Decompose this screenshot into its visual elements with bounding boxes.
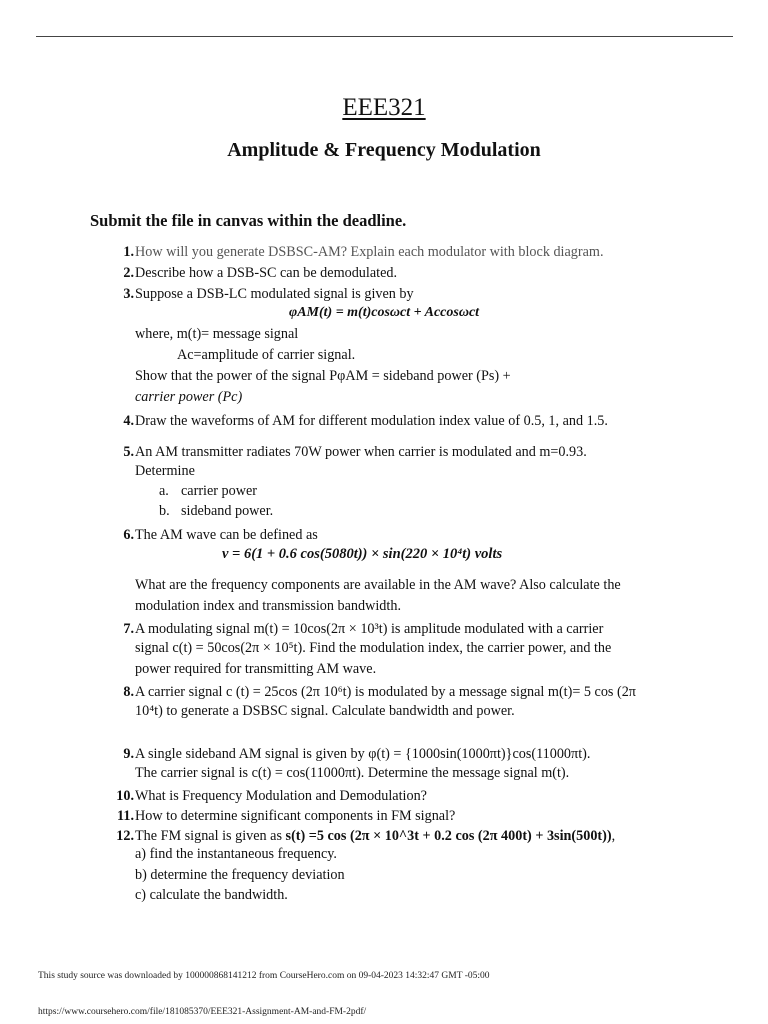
show-line: Show that the power of the signal PφAM = sideband power (Ps) + [135, 368, 511, 384]
instruction-heading: Submit the file in canvas within the deadline. [90, 211, 407, 230]
question-number: 7. [123, 621, 134, 637]
question-text-lead: The FM signal is given as [135, 828, 286, 844]
sub-item-label: b. [159, 503, 170, 519]
equation-dsb-lc: φAM(t) = m(t)cosωct + Accosωct [289, 305, 480, 320]
question-number: 12. [116, 828, 134, 844]
question-text: How to determine significant components in FM signal? [135, 808, 456, 824]
equation-am-wave: v = 6(1 + 0.6 cos(5080t)) × sin(220 × 10⁴t) volts [222, 546, 503, 562]
course-code: EEE321 [342, 94, 426, 121]
question-line: What are the frequency components are available in the AM wave? Also calculate the [135, 577, 621, 593]
sub-item-text: sideband power. [181, 503, 274, 519]
question-number: 1. [123, 244, 134, 260]
question-number: 10. [116, 788, 134, 804]
question-number: 5. [123, 444, 134, 460]
where-line: where, m(t)= message signal [135, 326, 299, 342]
question-number: 11. [117, 808, 134, 824]
question-number: 8. [123, 684, 134, 700]
sub-item-text: carrier power [181, 483, 258, 499]
question-text: The AM wave can be defined as [135, 527, 318, 543]
question-text: How will you generate DSBSC-AM? Explain each modulator with block diagram. [135, 244, 604, 260]
sub-item-text: b) determine the frequency deviation [135, 867, 345, 883]
source-url-link[interactable]: https://www.coursehero.com/file/181085370/EEE321-Assignment-AM-and-FM-2pdf/ [38, 1007, 367, 1017]
question-line: power required for transmitting AM wave. [135, 661, 377, 677]
question-text: A modulating signal m(t) = 10cos(2π × 10³t) is amplitude modulated with a carrier [135, 621, 604, 637]
question-number: 6. [123, 527, 134, 543]
sub-item-label: a. [159, 483, 169, 499]
question-number: 2. [123, 265, 134, 281]
document-subtitle: Amplitude & Frequency Modulation [227, 139, 541, 161]
question-text: An AM transmitter radiates 70W power when carrier is modulated and m=0.93. [135, 444, 587, 460]
question-line: signal c(t) = 50cos(2π × 10⁵t). Find the modulation index, the carrier power, and the [135, 640, 612, 656]
question-number: 4. [123, 413, 134, 429]
question-text-tail: , [611, 828, 616, 844]
question-line: modulation index and transmission bandwidth. [135, 598, 401, 614]
question-number: 3. [123, 286, 134, 302]
question-text: Draw the waveforms of AM for different modulation index value of 0.5, 1, and 1.5. [135, 413, 608, 429]
where-line: Ac=amplitude of carrier signal. [177, 347, 356, 363]
show-line: carrier power (Pc) [135, 389, 243, 405]
sub-item-text: c) calculate the bandwidth. [135, 887, 288, 903]
question-text: A single sideband AM signal is given by φ(t) = {1000sin(1000πt)}cos(11000πt). [135, 746, 591, 762]
top-rule [36, 36, 733, 37]
question-number: 9. [123, 746, 134, 762]
question-text: What is Frequency Modulation and Demodulation? [135, 788, 427, 804]
question-text: A carrier signal c (t) = 25cos (2π 10⁶t) is modulated by a message signal m(t)= 5 cos (2π [135, 684, 636, 700]
question-line: Determine [135, 463, 195, 479]
download-notice: This study source was downloaded by 100000868141212 from CourseHero.com on 09-04-2023 14:32:47 GMT -05:00 [38, 971, 490, 981]
question-text [135, 826, 695, 847]
fm-signal-equation: s(t) =5 cos (2π × 10^3t + 0.2 cos (2π 400t) + 3sin(500t)) [285, 828, 612, 844]
question-line: 10⁴t) to generate a DSBSC signal. Calculate bandwidth and power. [135, 703, 515, 719]
sub-item-text: a) find the instantaneous frequency. [135, 846, 337, 862]
question-line: The carrier signal is c(t) = cos(11000πt). Determine the message signal m(t). [135, 765, 570, 781]
question-text: Suppose a DSB-LC modulated signal is given by [135, 286, 414, 302]
question-text: Describe how a DSB-SC can be demodulated. [135, 265, 398, 281]
